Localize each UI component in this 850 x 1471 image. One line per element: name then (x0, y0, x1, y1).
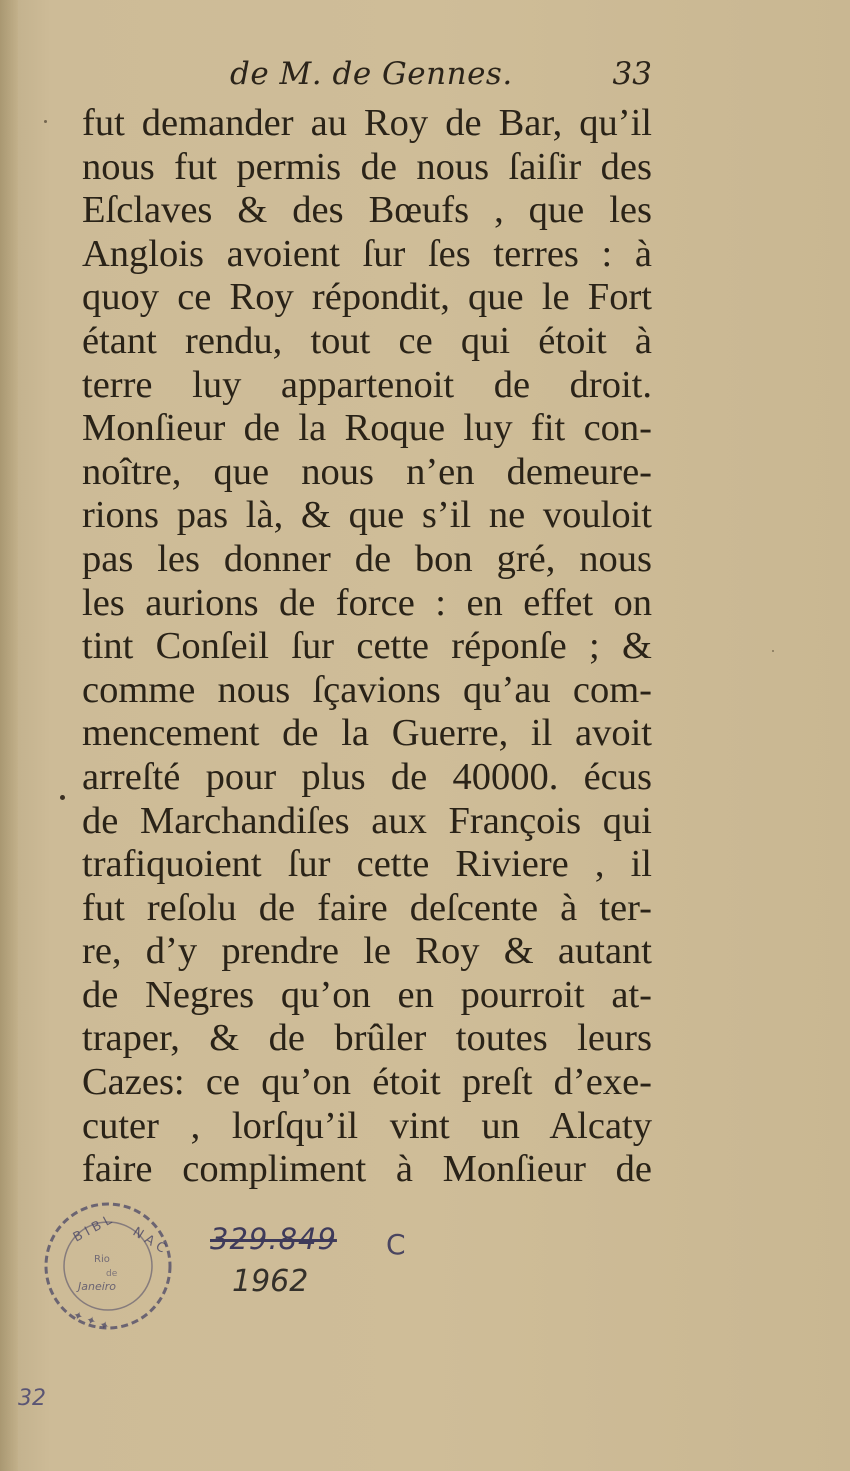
paper-fleck (772, 650, 774, 652)
text-line: les aurions de force : en effet on (82, 581, 652, 624)
text-line: traper, & de brûler toutes leurs (82, 1017, 652, 1060)
svg-text:N A C: N A C (129, 1224, 169, 1257)
text-line: Monſieur de la Roque luy fit con- (82, 407, 652, 450)
text-line: trafiquoient ſur cette Riviere , il (82, 843, 652, 886)
running-head (80, 56, 650, 106)
paper-fleck (60, 795, 65, 800)
page-number: 33 (612, 56, 652, 92)
text-line: faire compliment à Monſieur de (82, 1148, 652, 1191)
text-line: re, d’y prendre le Roy & autant (82, 930, 652, 973)
shelfmark (210, 1222, 410, 1312)
page-gutter-edge (0, 0, 18, 1471)
text-line: Cazes: ce qu’on étoit preſt d’exe- (82, 1061, 652, 1104)
text-line: Anglois avoient ſur ſes terres : à (82, 232, 652, 275)
accession-year: 1962 (232, 1264, 309, 1299)
text-line: étant rendu, tout ce qui étoit à (82, 319, 652, 362)
text-line: pas les donner de bon gré, nous (82, 537, 652, 580)
svg-text:B I B L: B I B L (70, 1212, 115, 1246)
text-line: quoy ce Roy répondit, que le Fort (82, 276, 652, 319)
text-line: nous fut permis de nous ſaiſir des (82, 145, 652, 188)
library-stamp-seal (36, 1190, 186, 1340)
svg-text:Rio: Rio (94, 1254, 110, 1265)
running-head-title: de M. de Gennes. (230, 56, 513, 92)
text-line: Eſclaves & des Bœufs , que les (82, 189, 652, 232)
corner-pencil-note: 32 (18, 1386, 46, 1411)
text-line: terre luy appartenoit de droit. (82, 363, 652, 406)
svg-text:de: de (106, 1269, 118, 1279)
shelf-number: 329.849 (210, 1222, 337, 1256)
text-line: arreſté pour plus de 40000. écus (82, 755, 652, 798)
shelf-suffix: C (386, 1228, 406, 1261)
text-line: noître, que nous n’en demeure- (82, 450, 652, 493)
svg-text:✦ ✦ ✦: ✦ ✦ ✦ (70, 1307, 112, 1334)
svg-text:Janeiro: Janeiro (78, 1280, 117, 1293)
text-line: mencement de la Guerre, il avoit (82, 712, 652, 755)
text-line: comme nous ſçavions qu’au com- (82, 668, 652, 711)
text-line: tint Conſeil ſur cette réponſe ; & (82, 625, 652, 668)
text-line: de Negres qu’on en pourroit at- (82, 973, 652, 1016)
text-line: fut reſolu de faire deſcente à ter- (82, 886, 652, 929)
text-line: rions pas là, & que s’il ne vouloit (82, 494, 652, 537)
text-line: cuter , lorſqu’il vint un Alcaty (82, 1104, 652, 1147)
paper-fleck (44, 120, 47, 123)
body-text (82, 102, 652, 1192)
text-line: de Marchandiſes aux François qui (82, 799, 652, 842)
text-line: fut demander au Roy de Bar, qu’il (82, 102, 652, 144)
